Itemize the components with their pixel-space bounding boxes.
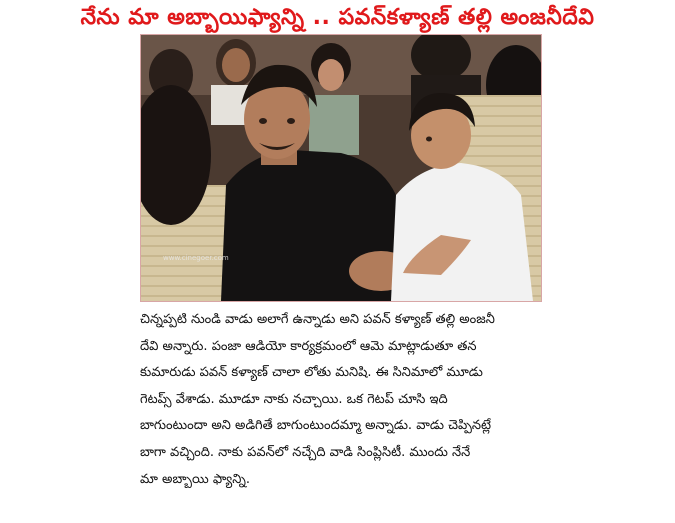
article-photo xyxy=(140,34,542,302)
article-line: బాగుంటుందా అని అడిగితే బాగుంటుందమ్మా అన్నాడు. వాడు చెప్పినట్లే xyxy=(140,418,492,434)
article-line: బాగా వచ్చింది. నాకు పవన్‌లో నచ్చేది వాడి సింప్లిసిటీ. ముందు నేనే xyxy=(140,444,471,460)
article-line: గెటప్స్ వేశాడు. మూడూ నాకు నచ్చాయి. ఒక గెటప్ చూసి ఇది xyxy=(140,391,448,407)
photo-watermark: www.cinegoer.com xyxy=(163,254,229,262)
article-line: కుమారుడు పవన్ కళ్యాణ్ చాలా లోతు మనిషి. ఈ సినిమాలో మూడు xyxy=(140,365,483,381)
article-body xyxy=(140,307,540,493)
headline: నేను మా అబ్బాయిఫ్యాన్ని .. పవన్‌కళ్యాణ్ తల్లి అంజనీదేవి xyxy=(80,5,595,30)
article-line: మా అబ్బాయి ఫ్యాన్ని. xyxy=(140,471,250,487)
article-line: చిన్నప్పటి నుండి వాడు అలాగే ఉన్నాడు అని పవన్ కళ్యాణ్ తల్లి అంజనీ xyxy=(140,312,495,327)
article-line: దేవి అన్నారు. పంజా ఆడియో కార్యక్రమంలో ఆమె మాట్లాడుతూ తన xyxy=(140,338,477,354)
